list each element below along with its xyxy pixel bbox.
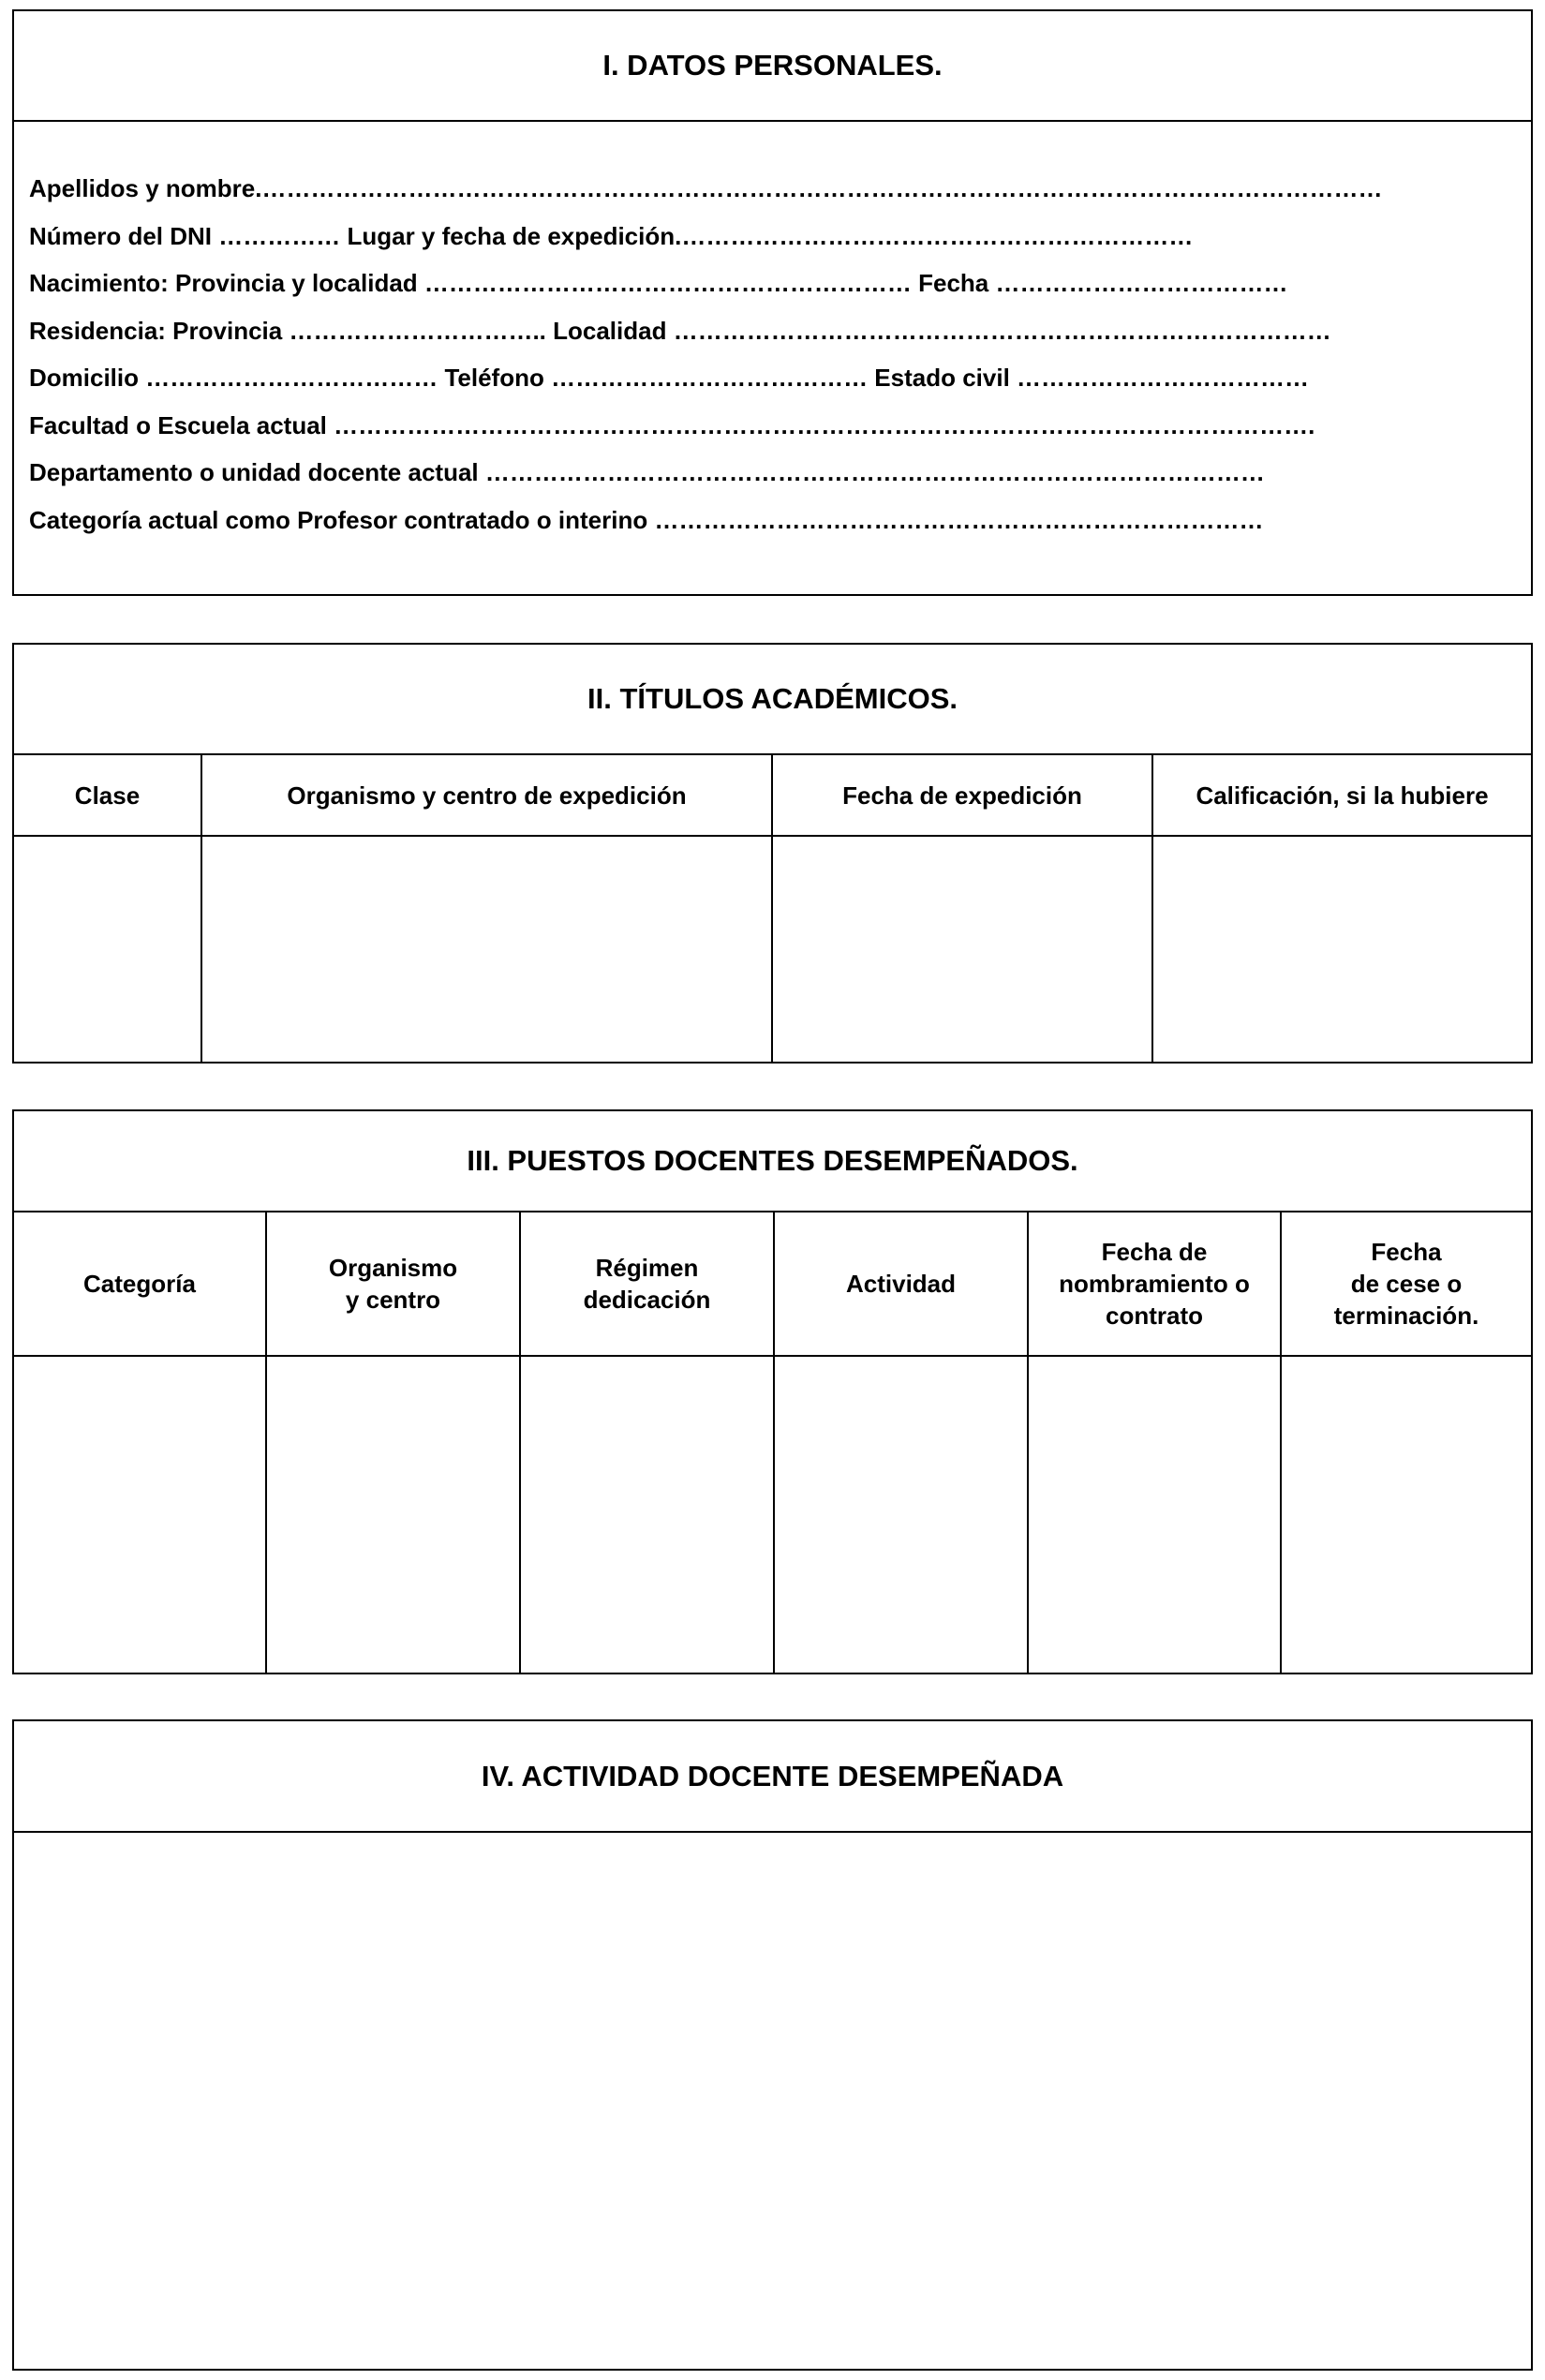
cell-fecha-cese[interactable]	[1281, 1356, 1531, 1673]
personal-data-fields	[14, 122, 1531, 543]
cell-fecha-expedicion[interactable]	[772, 836, 1152, 1062]
column-header-organismo-centro: Organismo y centro	[266, 1212, 520, 1356]
puestos-table	[14, 1212, 1531, 1673]
section-actividad-docente	[12, 1719, 1533, 2371]
field-nacimiento[interactable]: Nacimiento: Provincia y localidad …………………………………………………… Fecha ………………………………	[29, 269, 1288, 297]
table-row	[14, 1356, 1531, 1673]
table-row	[14, 836, 1531, 1062]
field-dni[interactable]: Número del DNI …………… Lugar y fecha de expedición.………………………………………………………	[29, 221, 1194, 250]
column-header-clase: Clase	[14, 755, 201, 836]
cell-fecha-nombramiento[interactable]	[1028, 1356, 1281, 1673]
cell-organismo-centro[interactable]	[266, 1356, 520, 1673]
column-header-fecha-expedicion: Fecha de expedición	[772, 755, 1152, 836]
field-departamento[interactable]: Departamento o unidad docente actual ……………………………………………………………………………………	[29, 458, 1265, 486]
cell-regimen[interactable]	[520, 1356, 774, 1673]
actividad-docente-area[interactable]	[14, 1833, 1531, 2367]
section-titulos-academicos	[12, 643, 1533, 1064]
cell-clase[interactable]	[14, 836, 201, 1062]
section-datos-personales	[12, 9, 1533, 596]
table-header-row	[14, 1212, 1531, 1356]
column-header-actividad: Actividad	[774, 1212, 1028, 1356]
column-header-organismo: Organismo y centro de expedición	[201, 755, 772, 836]
cell-calificacion[interactable]	[1152, 836, 1531, 1062]
section-title: III. PUESTOS DOCENTES DESEMPEÑADOS.	[14, 1111, 1531, 1212]
field-residencia[interactable]: Residencia: Provincia ………………………….. Localidad ………………………………………………………………………	[29, 316, 1331, 345]
cell-actividad[interactable]	[774, 1356, 1028, 1673]
column-header-calificacion: Calificación, si la hubiere	[1152, 755, 1531, 836]
section-title: IV. ACTIVIDAD DOCENTE DESEMPEÑADA	[14, 1721, 1531, 1833]
field-categoria-actual[interactable]: Categoría actual como Profesor contratado o interino …………………………………………………………………	[29, 505, 1264, 534]
titulos-table	[14, 755, 1531, 1062]
field-facultad[interactable]: Facultad o Escuela actual ………………………………………………………………………………………………………….	[29, 410, 1315, 439]
column-header-regimen: Régimen dedicación	[520, 1212, 774, 1356]
section-title: II. TÍTULOS ACADÉMICOS.	[14, 645, 1531, 755]
column-header-fecha-nombramiento: Fecha de nombramiento o contrato	[1028, 1212, 1281, 1356]
field-domicilio[interactable]: Domicilio ……………………………… Teléfono ………………………………… Estado civil ………………………………	[29, 364, 1310, 392]
column-header-categoria: Categoría	[14, 1212, 266, 1356]
table-header-row	[14, 755, 1531, 836]
cell-organismo[interactable]	[201, 836, 772, 1062]
section-title: I. DATOS PERSONALES.	[14, 11, 1531, 122]
section-puestos-docentes	[12, 1109, 1533, 1674]
field-apellidos-nombre[interactable]: Apellidos y nombre.…………………………………………………………………………………………………………………………	[29, 174, 1383, 202]
cell-categoria[interactable]	[14, 1356, 266, 1673]
column-header-fecha-cese: Fecha de cese o terminación.	[1281, 1212, 1531, 1356]
